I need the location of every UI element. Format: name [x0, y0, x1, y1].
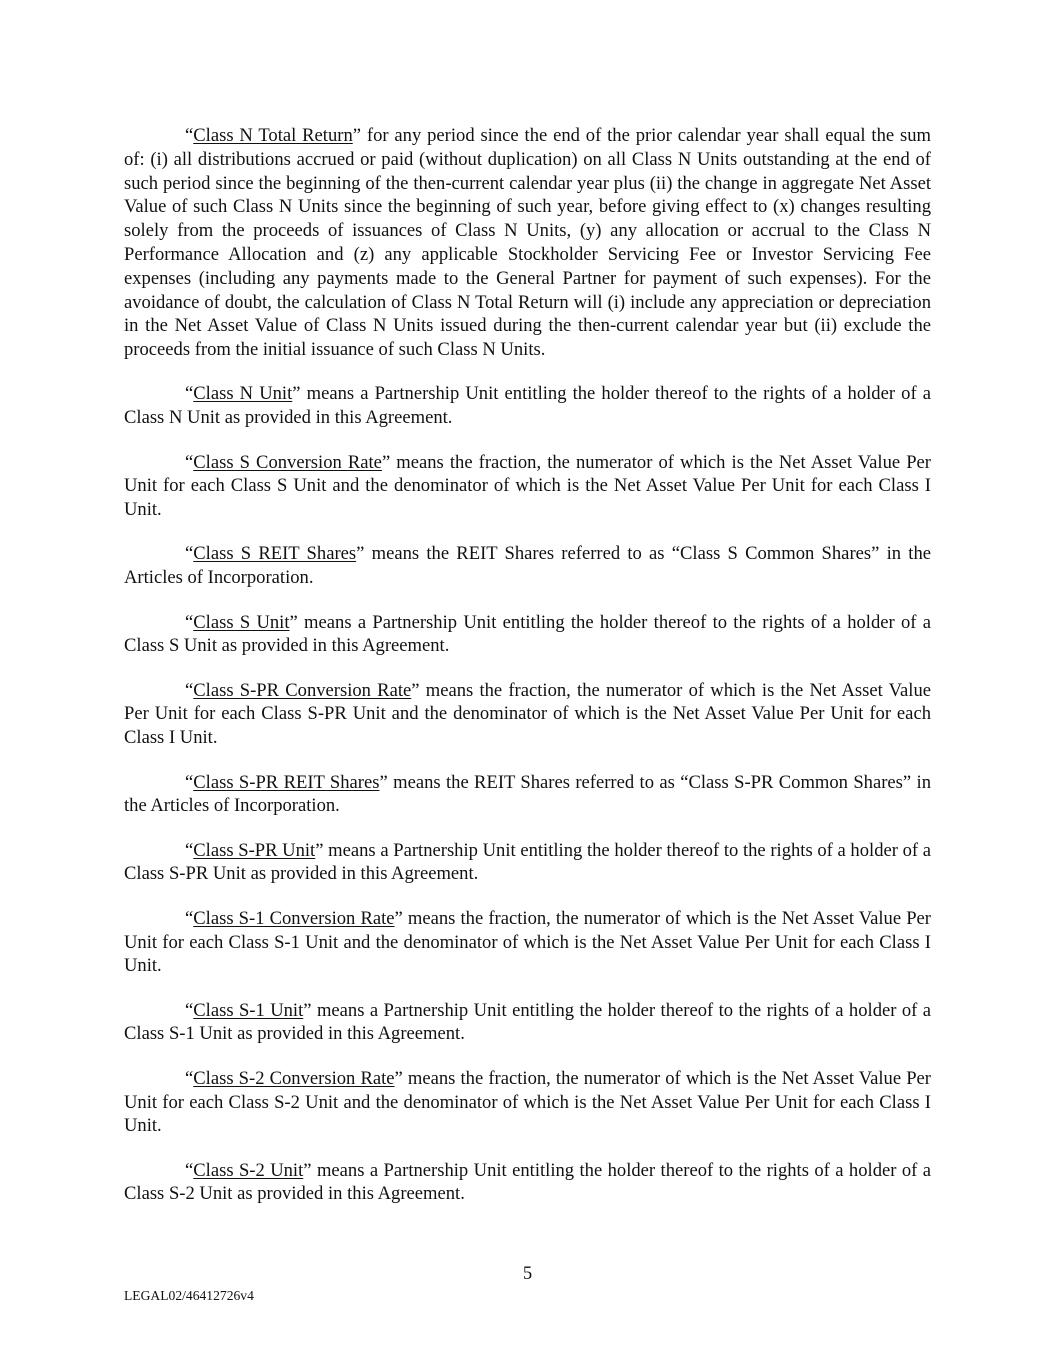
defined-term: Class S-PR Unit: [193, 839, 316, 861]
definition-text: means a Partnership Unit entitling the holder thereof to the rights of a holder of a Class S-PR Unit as provided in this Agreement.: [124, 839, 932, 885]
definition-text: means a Partnership Unit entitling the holder thereof to the rights of a holder of a Class N Unit as provided in this Agreement.: [124, 383, 931, 429]
definition-paragraph: “Class S-PR Conversion Rate” means the fraction, the numerator of which is the Net Asset Value Per Unit for each Class S-PR Unit and the denominator of which is the Net Asset Value Per Unit for each Class I Unit.: [124, 679, 931, 749]
definition-paragraph: “Class S-PR Unit” means a Partnership Unit entitling the holder thereof to the rights of a holder of a Class S-PR Unit as provided in this Agreement.: [124, 839, 932, 885]
defined-term: Class S Conversion Rate: [193, 451, 382, 473]
document-body: [124, 124, 931, 1227]
definition-text: means a Partnership Unit entitling the holder thereof to the rights of a holder of a Class S-1 Unit as provided in this Agreement.: [124, 999, 931, 1045]
definition-paragraph: “Class S-2 Conversion Rate” means the fraction, the numerator of which is the Net Asset Value Per Unit for each Class S-2 Unit and the denominator of which is the Net Asset Value Per Unit for each Class I Unit.: [124, 1067, 931, 1137]
definition-paragraph: “Class S-PR REIT Shares” means the REIT Shares referred to as “Class S-PR Common Shares” in the Articles of Incorporation.: [124, 771, 931, 817]
definition-text: for any period since the end of the prior calendar year shall equal the sum of: (i) all distributions accrued or paid (without duplication) on all Class N Units outstanding at the end of such period since the beginning of the then-current calendar year plus (ii) the change in aggregate Net Asset Value of such Class N Units since the beginning of such year, before giving effect to (x) changes resulting solely from the proceeds of issuances of Class N Units, (y) any allocation or accrual to the Class N Performance Allocation and (z) any applicable Stockholder Servicing Fee or Investor Servicing Fee expenses (including any payments made to the General Partner for payment of such expenses). For the avoidance of doubt, the calculation of Class N Total Return will (i) include any appreciation or depreciation in the Net Asset Value of Class N Units issued during the then-current calendar year but (ii) exclude the proceeds from the initial issuance of such Class N Units.: [124, 125, 931, 361]
definition-paragraph: “Class S-1 Unit” means a Partnership Unit entitling the holder thereof to the rights of a holder of a Class S-1 Unit as provided in this Agreement.: [124, 999, 931, 1045]
definition-text: means the fraction, the numerator of which is the Net Asset Value Per Unit for each Class S Unit and the denominator of which is the Net Asset Value Per Unit for each Class I Unit.: [124, 451, 931, 521]
definition-paragraph: “Class S Unit” means a Partnership Unit entitling the holder thereof to the rights of a holder of a Class S Unit as provided in this Agreement.: [124, 611, 931, 657]
definition-paragraph: “Class S REIT Shares” means the REIT Shares referred to as “Class S Common Shares” in the Articles of Incorporation.: [124, 543, 932, 589]
defined-term: Class S-2 Unit: [193, 1159, 304, 1181]
definition-paragraph: “Class N Unit” means a Partnership Unit entitling the holder thereof to the rights of a holder of a Class N Unit as provided in this Agreement.: [124, 383, 931, 429]
definition-paragraph: “Class S Conversion Rate” means the fraction, the numerator of which is the Net Asset Value Per Unit for each Class S Unit and the denominator of which is the Net Asset Value Per Unit for each Class I Unit.: [124, 451, 931, 521]
defined-term: Class N Total Return: [193, 125, 353, 146]
defined-term: Class S-1 Conversion Rate: [193, 907, 395, 929]
definition-paragraph: “Class S-1 Conversion Rate” means the fraction, the numerator of which is the Net Asset Value Per Unit for each Class S-1 Unit and the denominator of which is the Net Asset Value Per Unit for each Class I Unit.: [124, 907, 931, 977]
definition-text: means a Partnership Unit entitling the holder thereof to the rights of a holder of a Class S Unit as provided in this Agreement.: [124, 611, 931, 657]
defined-term: Class S-2 Conversion Rate: [193, 1067, 395, 1089]
definition-text: means the fraction, the numerator of which is the Net Asset Value Per Unit for each Class S-PR Unit and the denominator of which is the Net Asset Value Per Unit for each Class I Unit.: [124, 679, 931, 749]
definition-text: means a Partnership Unit entitling the holder thereof to the rights of a holder of a Class S-2 Unit as provided in this Agreement.: [124, 1159, 931, 1205]
document-id: LEGAL02/46412726v4: [124, 1288, 254, 1303]
definition-text: means the fraction, the numerator of which is the Net Asset Value Per Unit for each Class S-1 Unit and the denominator of which is the Net Asset Value Per Unit for each Class I Unit.: [124, 907, 931, 977]
page-number: 5: [522, 1263, 533, 1284]
defined-term: Class S-1 Unit: [193, 999, 304, 1021]
defined-term: Class S REIT Shares: [193, 543, 357, 565]
defined-term: Class S Unit: [193, 611, 290, 633]
definition-text: means the fraction, the numerator of which is the Net Asset Value Per Unit for each Class S-2 Unit and the denominator of which is the Net Asset Value Per Unit for each Class I Unit.: [124, 1067, 931, 1137]
defined-term: Class S-PR REIT Shares: [193, 771, 380, 793]
definition-paragraph: “Class N Total Return” for any period since the end of the prior calendar year shall equal the sum of: (i) all distributions accrued or paid (without duplication) on all Class N Units outstanding at the end of such period since the beginning of the then-current calendar year plus (ii) the change in aggregate Net Asset Value of such Class N Units since the beginning of such year, before giving effect to (x) changes resulting solely from the proceeds of issuances of Class N Units, (y) any allocation or accrual to the Class N Performance Allocation and (z) any applicable Stockholder Servicing Fee or Investor Servicing Fee expenses (including any payments made to the General Partner for payment of such expenses). For the avoidance of doubt, the calculation of Class N Total Return will (i) include any appreciation or depreciation in the Net Asset Value of Class N Units issued during the then-current calendar year but (ii) exclude the proceeds from the initial issuance of such Class N Units.: [124, 125, 931, 361]
defined-term: Class N Unit: [193, 383, 293, 405]
definition-text: means the REIT Shares referred to as “Class S Common Shares” in the Articles of Incorporation.: [124, 543, 932, 589]
defined-term: Class S-PR Conversion Rate: [193, 679, 412, 701]
definition-text: means the REIT Shares referred to as “Class S-PR Common Shares” in the Articles of Incorporation.: [124, 771, 931, 817]
definition-paragraph: “Class S-2 Unit” means a Partnership Unit entitling the holder thereof to the rights of a holder of a Class S-2 Unit as provided in this Agreement.: [124, 1159, 931, 1205]
